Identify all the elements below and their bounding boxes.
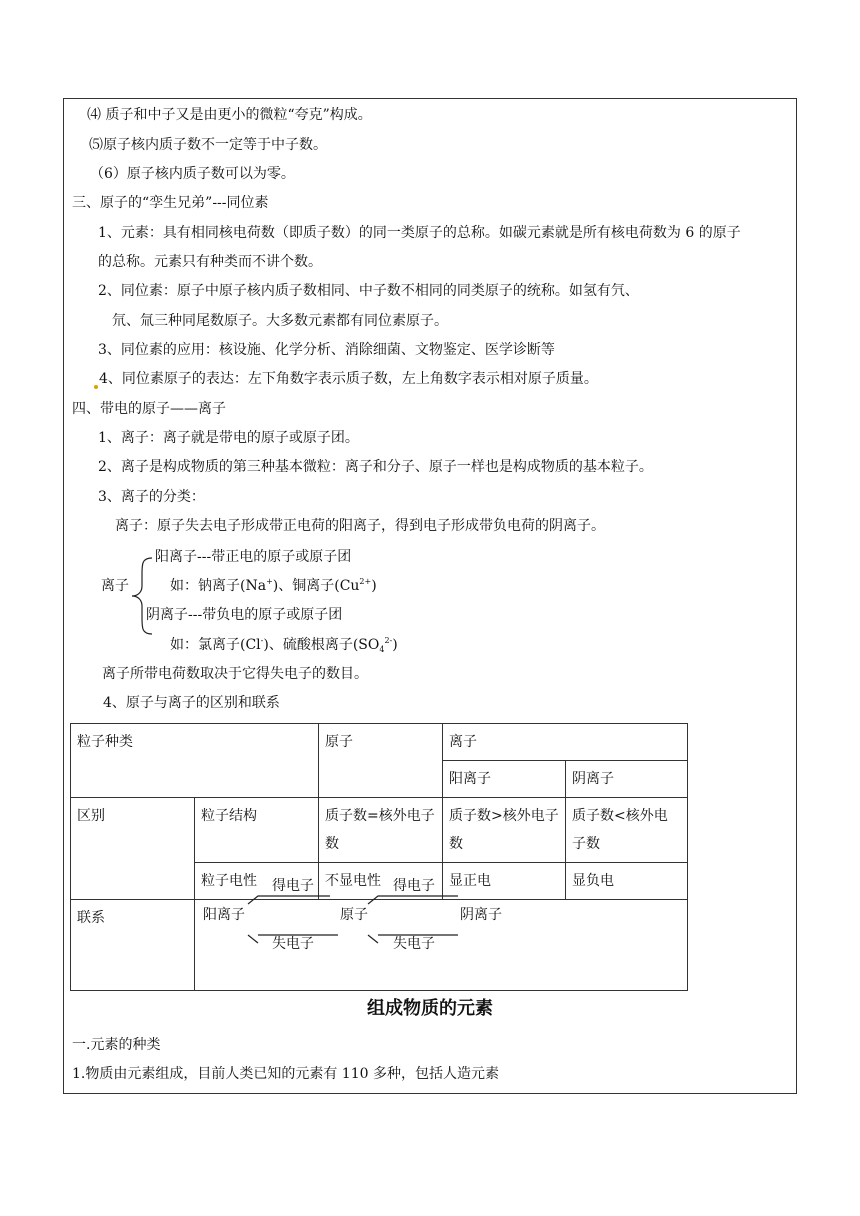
anion-examples: 如：氯离子(Cl-)、硫酸根离子$(SO_4^{2-})$ bbox=[170, 636, 398, 654]
subheading-element-types: 一.元素的种类 bbox=[72, 1037, 161, 1053]
text-line-quark: ⑷ 质子和中子又是由更小的微粒“夸克”构成。 bbox=[87, 107, 372, 123]
header-ion: 离子 bbox=[443, 724, 688, 761]
relation-anion: 阴离子 bbox=[460, 907, 502, 923]
text-line-proton-zero: （6）原子核内质子数可以为零。 bbox=[90, 166, 295, 182]
relation-gain-electron-2: 得电子 bbox=[393, 878, 435, 894]
header-cation: 阳离子 bbox=[443, 761, 566, 798]
text-line-ion-classification: 3、离子的分类： bbox=[98, 489, 205, 505]
header-atom: 原子 bbox=[319, 724, 443, 798]
text-line-element-def-cont: 的总称。元素只有种类而不讲个数。 bbox=[98, 254, 322, 270]
section-heading-isotope: 三、原子的“孪生兄弟”---同位素 bbox=[72, 195, 269, 211]
text-line-ion-formation: 离子：原子失去电子形成带正电荷的阳离子，得到电子形成带负电荷的阴离子。 bbox=[115, 518, 605, 534]
row-label-relation: 联系 bbox=[71, 900, 195, 991]
cell-cation-structure: 质子数>核外电子数 bbox=[443, 798, 566, 863]
text-line-atom-ion-compare: 4、原子与离子的区别和联系 bbox=[103, 695, 280, 711]
row-label-charge: 粒子电性 bbox=[195, 863, 319, 900]
text-line-isotope-uses: 3、同位素的应用：核设施、化学分析、消除细菌、文物鉴定、医学诊断等 bbox=[98, 342, 555, 358]
cell-anion-structure: 质子数<核外电子数 bbox=[566, 798, 688, 863]
text-line-element-count: 1.物质由元素组成，目前人类已知的元素有 110 多种，包括人造元素 bbox=[72, 1066, 499, 1082]
marker-dot-icon bbox=[94, 385, 98, 389]
row-label-difference: 区别 bbox=[71, 798, 195, 900]
relation-gain-electron-1: 得电子 bbox=[272, 878, 314, 894]
cell-atom-structure: 质子数=核外电子数 bbox=[319, 798, 443, 863]
cell-atom-charge: 不显电性 bbox=[319, 863, 443, 900]
ion-tree-root: 离子 bbox=[101, 578, 129, 594]
text-line-ion-basic: 2、离子是构成物质的第三种基本微粒：离子和分子、原子一样也是构成物质的基本粒子。 bbox=[98, 459, 653, 475]
header-anion: 阴离子 bbox=[566, 761, 688, 798]
text-line-isotope-def: 2、同位素：原子中原子核内质子数相同、中子数不相同的同类原子的统称。如氢有氕、 bbox=[98, 283, 639, 299]
cell-anion-charge: 显负电 bbox=[566, 863, 688, 900]
relation-cation: 阳离子 bbox=[203, 907, 245, 923]
text-line-charge-note: 离子所带电荷数取决于它得失电子的数目。 bbox=[102, 666, 368, 682]
section-heading-ion: 四、带电的原子——离子 bbox=[72, 401, 226, 417]
relation-atom: 原子 bbox=[340, 907, 368, 923]
header-particle-type: 粒子种类 bbox=[71, 724, 319, 798]
relation-diagram-cell bbox=[195, 900, 688, 991]
text-line-isotope-def-cont: 氘、氚三种同尾数原子。大多数元素都有同位素原子。 bbox=[112, 313, 448, 329]
cation-examples: 如：钠离子(Na+)、铜离子$(Cu^{2+})$ bbox=[170, 577, 377, 594]
relation-lose-electron-1: 失电子 bbox=[272, 936, 314, 952]
text-line-isotope-notation: 4、同位素原子的表达：左下角数字表示质子数，左上角数字表示相对原子质量。 bbox=[94, 369, 598, 389]
section-title-elements: 组成物质的元素 bbox=[367, 998, 493, 1019]
cation-definition: 阳离子---带正电的原子或原子团 bbox=[155, 549, 352, 565]
atom-ion-comparison-table bbox=[70, 723, 688, 991]
row-label-structure: 粒子结构 bbox=[195, 798, 319, 863]
relation-lose-electron-2: 失电子 bbox=[393, 936, 435, 952]
text-line-element-def: 1、元素：具有相同核电荷数（即质子数）的同一类原子的总称。如碳元素就是所有核电荷数为 6 的原子 bbox=[98, 225, 741, 241]
anion-definition: 阴离子---带负电的原子或原子团 bbox=[146, 607, 343, 623]
text-line-ion-def: 1、离子：离子就是带电的原子或原子团。 bbox=[98, 430, 359, 446]
cell-cation-charge: 显正电 bbox=[443, 863, 566, 900]
text-line-proton-neutron: ⑸原子核内质子数不一定等于中子数。 bbox=[89, 137, 327, 153]
